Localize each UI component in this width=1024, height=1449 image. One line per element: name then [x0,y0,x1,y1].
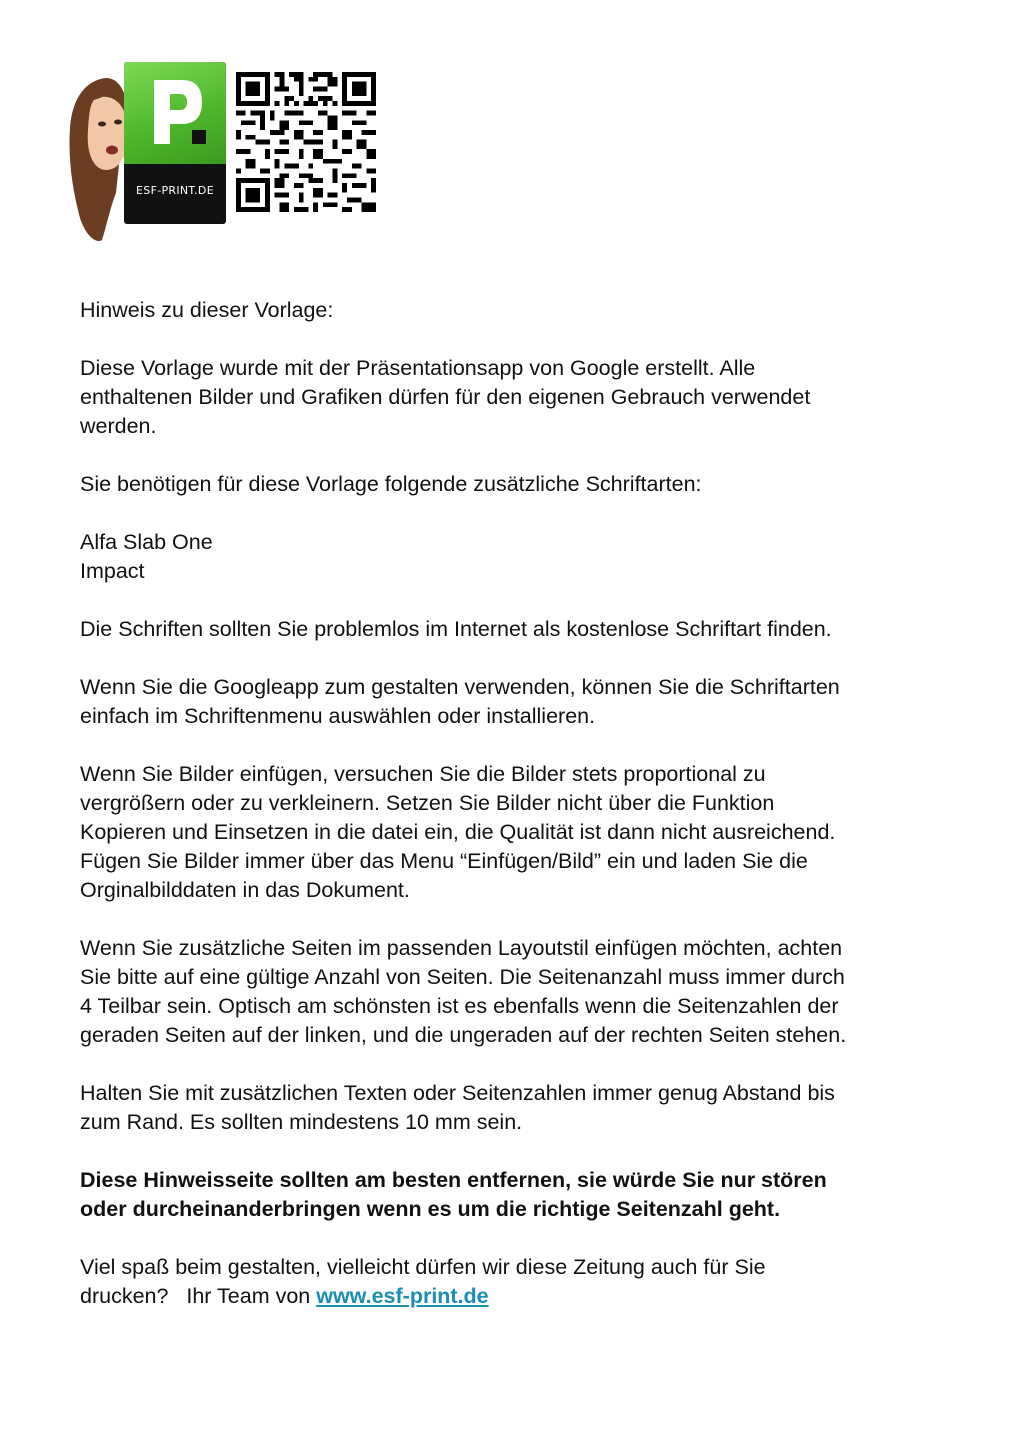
text-line: Diese Hinweisseite sollten am besten entfernen, sie würde Sie nur stören [80,1168,827,1192]
notice-heading: Hinweis zu dieser Vorlage: [80,298,334,322]
website-link[interactable]: www.esf-print.de [316,1284,489,1308]
text-line: Sie bitte auf eine gültige Anzahl von Seiten. Die Seitenanzahl muss immer durch [80,965,845,989]
text-line: Diese Vorlage wurde mit der Präsentationsapp von Google erstellt. Alle [80,356,756,380]
text-line: Fügen Sie Bilder immer über das Menu “Einfügen/Bild” ein und laden Sie die [80,849,808,873]
qr-code-icon [236,72,376,212]
text-line [80,1282,950,1311]
text-line: einfach im Schriftenmenu auswählen oder installieren. [80,704,596,728]
notice-content [80,296,950,1311]
text-line: oder durcheinanderbringen wenn es um die richtige Seitenzahl geht. [80,1197,781,1221]
fonts-required-paragraph: Sie benötigen für diese Vorlage folgende zusätzliche Schriftarten: [80,472,702,496]
logo-green-panel [124,62,226,164]
pages-paragraph [80,934,950,1050]
text-line: Viel spaß beim gestalten, vielleicht dürfen wir diese Zeitung auch für Sie [80,1255,766,1279]
logo-area [66,58,386,248]
margin-paragraph [80,1079,950,1137]
fonts-availability-paragraph: Die Schriften sollten Sie problemlos im Internet als kostenlose Schriftart finden. [80,617,832,641]
esf-print-logo [124,62,226,224]
images-paragraph [80,760,950,905]
googleapp-paragraph [80,673,950,731]
warning-paragraph [80,1166,950,1224]
text-line: Wenn Sie die Googleapp zum gestalten verwenden, können Sie die Schriftarten [80,675,840,699]
text-line: werden. [80,414,157,438]
closing-paragraph [80,1253,950,1311]
font-list-item: Impact [80,559,145,583]
text-line: Halten Sie mit zusätzlichen Texten oder Seitenzahlen immer genug Abstand bis [80,1081,835,1105]
text-line: 4 Teilbar sein. Optisch am schönsten ist es ebenfalls wenn die Seitenzahlen der [80,994,839,1018]
text-line: Wenn Sie Bilder einfügen, versuchen Sie die Bilder stets proportional zu [80,762,766,786]
font-list-item: Alfa Slab One [80,530,213,554]
logo-p-letter [124,62,226,164]
font-list [80,528,950,586]
text-line: vergrößern oder zu verkleinern. Setzen Sie Bilder nicht über die Funktion [80,791,775,815]
text-line: geraden Seiten auf der linken, und die ungeraden auf der rechten Seiten stehen. [80,1023,847,1047]
text-line: enthaltenen Bilder und Grafiken dürfen für den eigenen Gebrauch verwendet [80,385,811,409]
logo-brand-text: ESF-PRINT.DE [136,184,214,197]
text-line: Wenn Sie zusätzliche Seiten im passenden Layoutstil einfügen möchten, achten [80,936,843,960]
closing-text: drucken? Ihr Team von [80,1284,317,1308]
intro-paragraph [80,354,950,441]
text-line: zum Rand. Es sollten mindestens 10 mm sein. [80,1110,523,1134]
text-line: Orginalbilddaten in das Dokument. [80,878,410,902]
text-line: Kopieren und Einsetzen in die datei ein, die Qualität ist dann nicht ausreichend. [80,820,836,844]
